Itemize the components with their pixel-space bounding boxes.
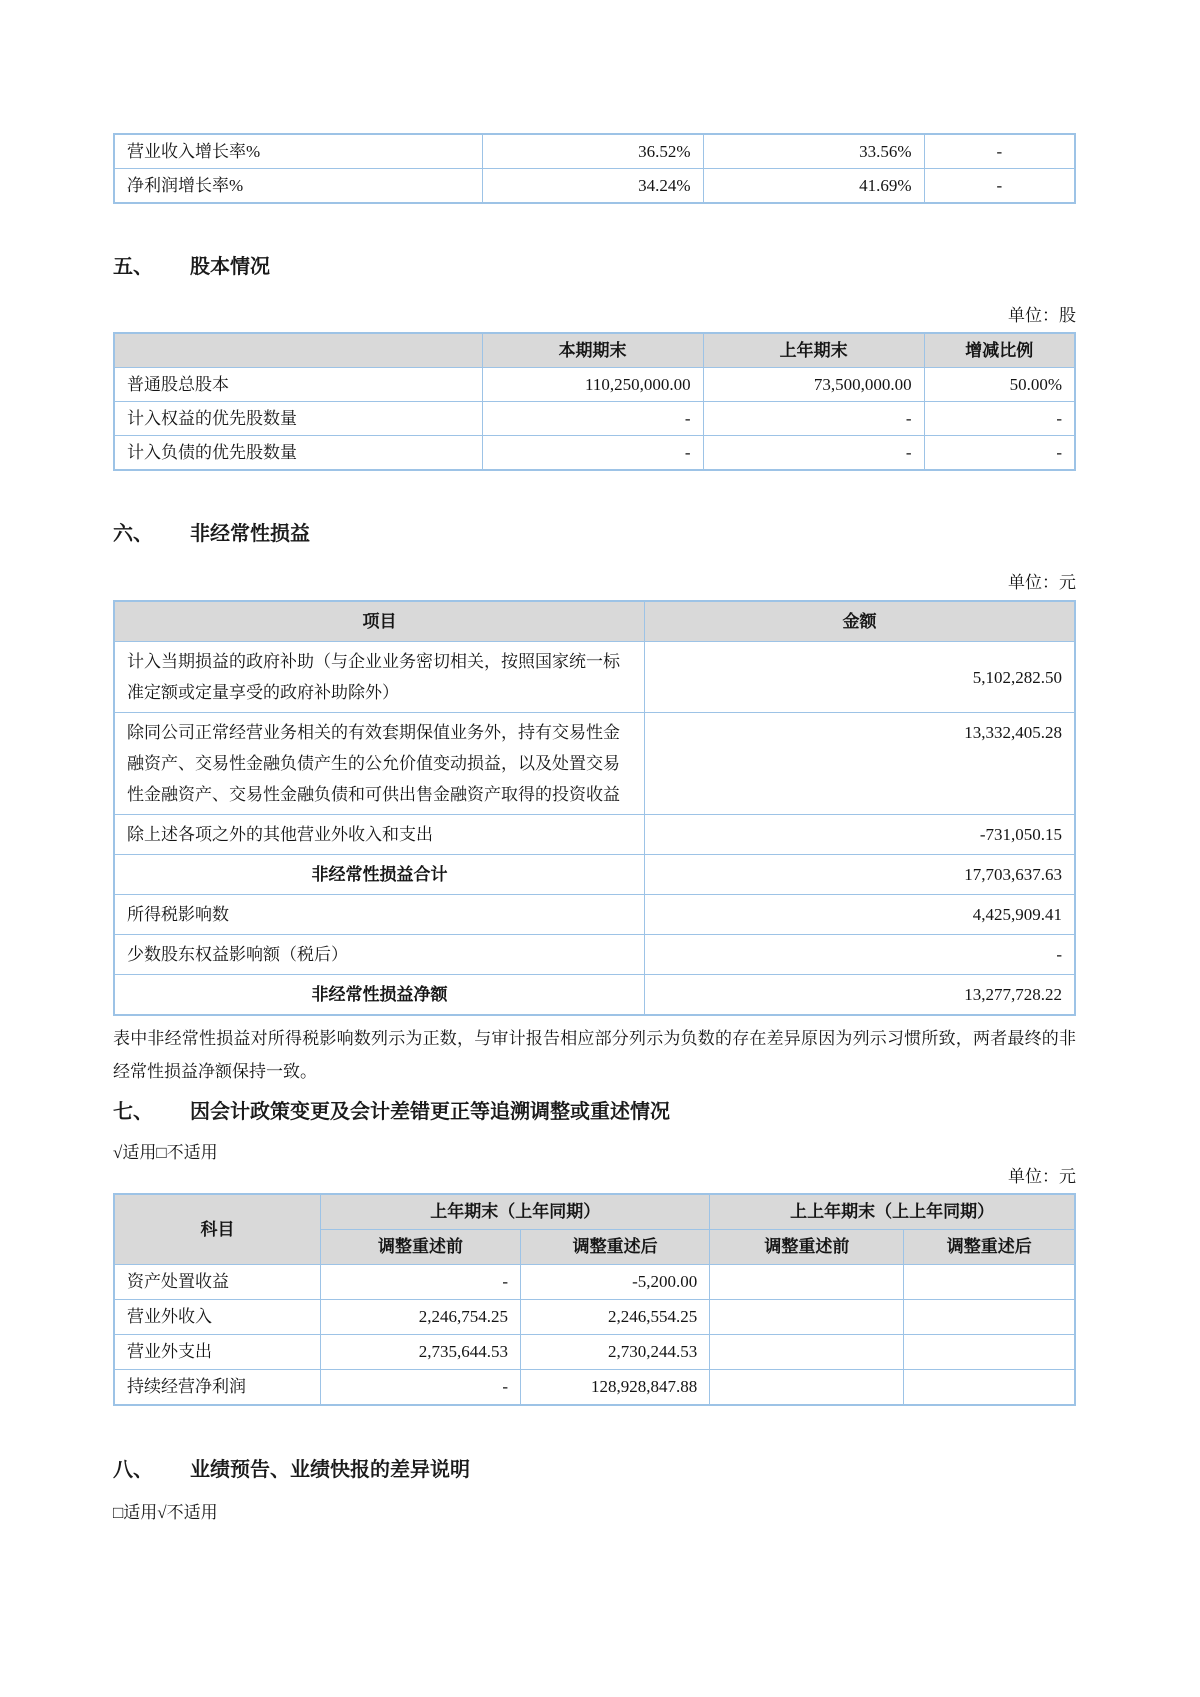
before-value: 2,246,754.25 bbox=[321, 1300, 521, 1335]
section-heading-forecast-difference bbox=[113, 1458, 1076, 1482]
table-row-total bbox=[114, 975, 1075, 1016]
unit-label-shares: 单位：股 bbox=[1008, 306, 1076, 325]
table-row bbox=[114, 713, 1075, 815]
header-change-ratio: 增减比例 bbox=[924, 333, 1075, 368]
change-value: - bbox=[924, 402, 1075, 436]
page-content bbox=[113, 0, 1076, 1524]
header-amount: 金额 bbox=[644, 601, 1075, 642]
header-before-restatement: 调整重述前 bbox=[710, 1230, 904, 1265]
table-header-row bbox=[114, 601, 1075, 642]
header-prior-period: 上年期末 bbox=[703, 333, 924, 368]
header-group-year-before: 上上年期末（上上年同期） bbox=[710, 1194, 1075, 1230]
after-value: 2,246,554.25 bbox=[520, 1300, 709, 1335]
current-period-value: - bbox=[482, 402, 703, 436]
change-value: - bbox=[924, 134, 1075, 169]
row-label: 普通股总股本 bbox=[114, 368, 482, 402]
item-label: 除上述各项之外的其他营业外收入和支出 bbox=[114, 815, 644, 855]
table-row bbox=[114, 1335, 1075, 1370]
section-number: 五、 bbox=[113, 256, 153, 278]
table-row bbox=[114, 1265, 1075, 1300]
table-row bbox=[114, 642, 1075, 713]
header-before-restatement: 调整重述前 bbox=[321, 1230, 521, 1265]
change-value: - bbox=[924, 169, 1075, 204]
total-value: 13,277,728.22 bbox=[644, 975, 1075, 1016]
after-value-2 bbox=[904, 1370, 1075, 1406]
subject-label: 营业外支出 bbox=[114, 1335, 321, 1370]
before-value-2 bbox=[710, 1300, 904, 1335]
after-value: 2,730,244.53 bbox=[520, 1335, 709, 1370]
table-row bbox=[114, 436, 1075, 471]
applicability-line: □适用√不适用 bbox=[113, 1503, 218, 1522]
before-value-2 bbox=[710, 1335, 904, 1370]
amount-value: 5,102,282.50 bbox=[644, 642, 1075, 713]
item-label: 计入当期损益的政府补助（与企业业务密切相关，按照国家统一标准定额或定量享受的政府补助除外） bbox=[114, 642, 644, 713]
change-value: - bbox=[924, 436, 1075, 471]
subtotal-value: 17,703,637.63 bbox=[644, 855, 1075, 895]
table-row bbox=[114, 368, 1075, 402]
prior-period-value: - bbox=[703, 436, 924, 471]
applicability-line: √适用□不适用 bbox=[113, 1143, 218, 1162]
section-number: 七、 bbox=[113, 1101, 153, 1123]
amount-value: 4,425,909.41 bbox=[644, 895, 1075, 935]
current-period-value: - bbox=[482, 436, 703, 471]
table-header-row bbox=[114, 1194, 1075, 1230]
row-label: 营业收入增长率% bbox=[114, 134, 482, 169]
amount-value: -731,050.15 bbox=[644, 815, 1075, 855]
table-row-subtotal bbox=[114, 855, 1075, 895]
prior-period-value: 33.56% bbox=[703, 134, 924, 169]
after-value-2 bbox=[904, 1265, 1075, 1300]
table-row bbox=[114, 1300, 1075, 1335]
prior-period-value: 41.69% bbox=[703, 169, 924, 204]
before-value: - bbox=[321, 1370, 521, 1406]
growth-rate-table bbox=[113, 133, 1076, 204]
prior-period-value: - bbox=[703, 402, 924, 436]
table-row bbox=[114, 169, 1075, 204]
subject-label: 持续经营净利润 bbox=[114, 1370, 321, 1406]
header-item: 项目 bbox=[114, 601, 644, 642]
table-row bbox=[114, 134, 1075, 169]
unit-label-yuan: 单位：元 bbox=[1008, 1167, 1076, 1186]
before-value-2 bbox=[710, 1370, 904, 1406]
subject-label: 资产处置收益 bbox=[114, 1265, 321, 1300]
section-title: 股本情况 bbox=[190, 256, 270, 278]
restatement-table bbox=[113, 1193, 1076, 1406]
table-row bbox=[114, 935, 1075, 975]
item-label: 除同公司正常经营业务相关的有效套期保值业务外，持有交易性金融资产、交易性金融负债产生的公允价值变动损益，以及处置交易性金融资产、交易性金融负债和可供出售金融资产取得的投资收益 bbox=[114, 713, 644, 815]
after-value: -5,200.00 bbox=[520, 1265, 709, 1300]
section-heading-share-capital bbox=[113, 255, 1076, 279]
row-label: 计入负债的优先股数量 bbox=[114, 436, 482, 471]
header-after-restatement: 调整重述后 bbox=[520, 1230, 709, 1265]
prior-period-value: 73,500,000.00 bbox=[703, 368, 924, 402]
section-number: 六、 bbox=[113, 523, 153, 545]
before-value: 2,735,644.53 bbox=[321, 1335, 521, 1370]
non-recurring-table bbox=[113, 600, 1076, 1016]
row-label: 计入权益的优先股数量 bbox=[114, 402, 482, 436]
before-value: - bbox=[321, 1265, 521, 1300]
subject-label: 营业外收入 bbox=[114, 1300, 321, 1335]
section-number: 八、 bbox=[113, 1459, 153, 1481]
item-label: 少数股东权益影响额（税后） bbox=[114, 935, 644, 975]
section-title: 因会计政策变更及会计差错更正等追溯调整或重述情况 bbox=[190, 1101, 670, 1123]
after-value: 128,928,847.88 bbox=[520, 1370, 709, 1406]
amount-value: 13,332,405.28 bbox=[644, 713, 1075, 815]
amount-value: - bbox=[644, 935, 1075, 975]
section-heading-non-recurring bbox=[113, 522, 1076, 546]
header-current-period: 本期期末 bbox=[482, 333, 703, 368]
after-value-2 bbox=[904, 1300, 1075, 1335]
table-footnote: 表中非经常性损益对所得税影响数列示为正数，与审计报告相应部分列示为负数的存在差异原因为列示习惯所致，两者最终的非经常性损益净额保持一致。 bbox=[113, 1029, 1076, 1081]
row-label: 净利润增长率% bbox=[114, 169, 482, 204]
subtotal-label: 非经常性损益合计 bbox=[114, 855, 644, 895]
current-period-value: 110,250,000.00 bbox=[482, 368, 703, 402]
header-group-prior-year: 上年期末（上年同期） bbox=[321, 1194, 710, 1230]
table-header-row bbox=[114, 333, 1075, 368]
table-row bbox=[114, 815, 1075, 855]
header-after-restatement: 调整重述后 bbox=[904, 1230, 1075, 1265]
item-label: 所得税影响数 bbox=[114, 895, 644, 935]
change-value: 50.00% bbox=[924, 368, 1075, 402]
unit-label-yuan: 单位：元 bbox=[1008, 573, 1076, 592]
current-period-value: 36.52% bbox=[482, 134, 703, 169]
section-title: 非经常性损益 bbox=[190, 523, 310, 545]
table-row bbox=[114, 895, 1075, 935]
section-heading-restatement bbox=[113, 1100, 1076, 1124]
header-subject: 科目 bbox=[114, 1194, 321, 1265]
header-blank bbox=[114, 333, 482, 368]
table-row bbox=[114, 1370, 1075, 1406]
current-period-value: 34.24% bbox=[482, 169, 703, 204]
after-value-2 bbox=[904, 1335, 1075, 1370]
total-label: 非经常性损益净额 bbox=[114, 975, 644, 1016]
before-value-2 bbox=[710, 1265, 904, 1300]
section-title: 业绩预告、业绩快报的差异说明 bbox=[190, 1459, 470, 1481]
share-capital-table bbox=[113, 332, 1076, 471]
table-row bbox=[114, 402, 1075, 436]
